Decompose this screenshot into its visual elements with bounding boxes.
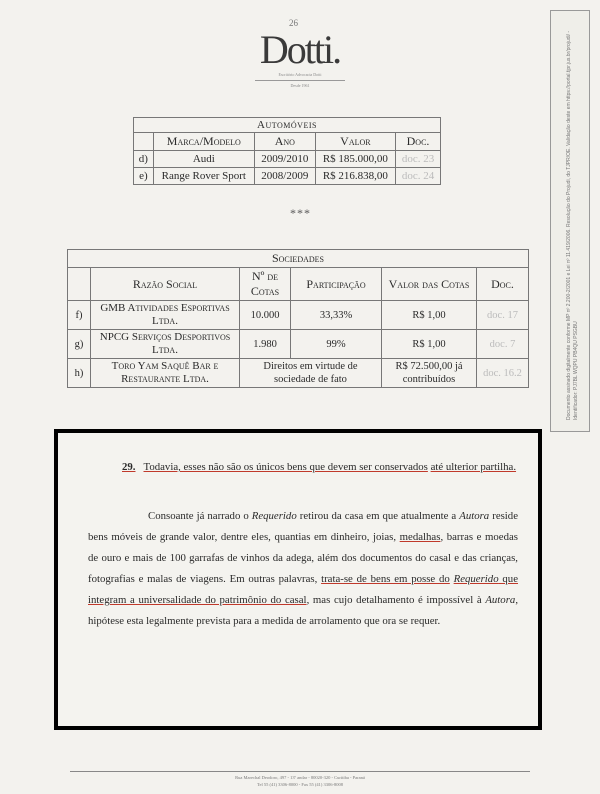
logo-established: Desde 1961: [290, 83, 310, 88]
footer-address: Rua Marechal Deodoro, 497 - 13º andar - 80020-320 - Curitiba - Paraná: [235, 775, 365, 780]
row-doc: doc. 17: [477, 301, 529, 330]
p2-f: , hipótese esta legalmente prevista para a medida de arrolamento que ora se requer.: [88, 594, 519, 627]
logo-wordmark: Dotti.: [259, 27, 341, 72]
col-valor: Valor: [315, 133, 395, 151]
p2-d: , barras e moedas de ouro e mais de 100 garrafas de vinhos da adega, além dos documentos do casal e das crianças, fotografias e malas de viagens. Em outras palavras,: [88, 531, 518, 585]
row-value: R$ 216.838,00: [315, 168, 395, 185]
row-direitos: Direitos em virtude de sociedade de fato: [240, 359, 382, 388]
table-row: [134, 151, 441, 168]
p2-a: Consoante já narrado o: [148, 510, 252, 522]
row-model: Range Rover Sport: [153, 168, 254, 185]
row-valor: R$ 1,00: [382, 330, 477, 359]
p2-c: reside bens móveis de grande valor, dentre eles, quantias em dinheiro, joias,: [88, 510, 518, 543]
row-model: Audi: [153, 151, 254, 168]
footer-rule: [70, 771, 530, 772]
row-name: NPCG Serviços Desportivos Ltda.: [91, 330, 240, 359]
automoveis-caption: Automóveis: [134, 118, 441, 133]
col-participacao: Participação: [291, 268, 382, 301]
row-year: 2009/2010: [254, 151, 315, 168]
footer-phone: Tel 55 (41) 3306-8000 - Fax 55 (41) 3306-8008: [257, 782, 343, 787]
row-id: d): [134, 151, 154, 168]
row-participacao: 33,33%: [291, 301, 382, 330]
col-marca-modelo: Marca/Modelo: [153, 133, 254, 151]
automoveis-table: [133, 117, 441, 185]
col-doc: Doc.: [477, 268, 529, 301]
col-ano: Ano: [254, 133, 315, 151]
paragraph-29-body: [88, 506, 518, 632]
row-cotas: 1.980: [240, 330, 291, 359]
row-doc: doc. 7: [477, 330, 529, 359]
row-id: f): [68, 301, 91, 330]
col-n-cotas: Nº de Cotas: [240, 268, 291, 301]
table-row: [68, 330, 529, 359]
row-valor: R$ 72.500,00 já contribuídos: [382, 359, 477, 388]
highlighted-paragraph-box: [54, 429, 542, 730]
page-number: 26: [289, 18, 298, 28]
p2-integram: que integram a universalidade do patrimônio do casal: [88, 573, 518, 606]
row-cotas: 10.000: [240, 301, 291, 330]
row-doc: doc. 24: [396, 168, 441, 185]
p2-requerido: Requerido: [251, 510, 297, 522]
section-separator: ***: [290, 206, 311, 220]
paragraph-number: 29.: [122, 461, 136, 473]
row-valor: R$ 1,00: [382, 301, 477, 330]
row-participacao: 99%: [291, 330, 382, 359]
col-id: [134, 133, 154, 151]
row-id: h): [68, 359, 91, 388]
col-razao-social: Razão Social: [91, 268, 240, 301]
logo-tagline: Escritório Advocacia Dotti: [278, 72, 322, 77]
logo-rule: [255, 80, 345, 81]
digital-signature-text: Documento assinado digitalmente conforme MP nº 2.200-2/2001 e Lei nº 11.419/2006. Resolução do Projudi, do TJPR/OE. Validação deste em https://portal.tjpr.jus.br/projudi/ - Identificador: PJ7BL WQPU PB4QU PSGBU: [566, 30, 579, 420]
p2-autora: Autora: [459, 510, 490, 522]
p2-medalhas: medalhas: [399, 531, 441, 543]
p2-requerido2: Requerido: [453, 573, 499, 585]
p2-autora2: Autora: [485, 594, 516, 606]
row-value: R$ 185.000,00: [315, 151, 395, 168]
row-name: GMB Atividades Esportivas Ltda.: [91, 301, 240, 330]
row-doc: doc. 16.2: [477, 359, 529, 388]
table-row: [68, 359, 529, 388]
p1-text-a: Todavia, esses não são os únicos bens que devem ser conservados: [143, 461, 428, 473]
table-row: [68, 301, 529, 330]
firm-logo: [245, 27, 355, 89]
row-name: Toro Yam Saquê Bar e Restaurante Ltda.: [91, 359, 240, 388]
p2-e: , mas cujo detalhamento é impossível à: [306, 594, 486, 606]
p2-trata: trata-se de bens em posse do: [321, 573, 450, 585]
row-id: g): [68, 330, 91, 359]
col-id: [68, 268, 91, 301]
row-year: 2008/2009: [254, 168, 315, 185]
paragraph-29-intro: [88, 457, 518, 478]
sociedades-table: [67, 249, 529, 388]
sociedades-caption: Sociedades: [68, 250, 529, 268]
col-doc: Doc.: [396, 133, 441, 151]
p2-b: retirou da casa em que atualmente a: [296, 510, 460, 522]
row-id: e): [134, 168, 154, 185]
table-row: [134, 168, 441, 185]
row-doc: doc. 23: [396, 151, 441, 168]
col-valor-cotas: Valor das Cotas: [382, 268, 477, 301]
p1-text-b: até ulterior partilha.: [430, 461, 517, 473]
